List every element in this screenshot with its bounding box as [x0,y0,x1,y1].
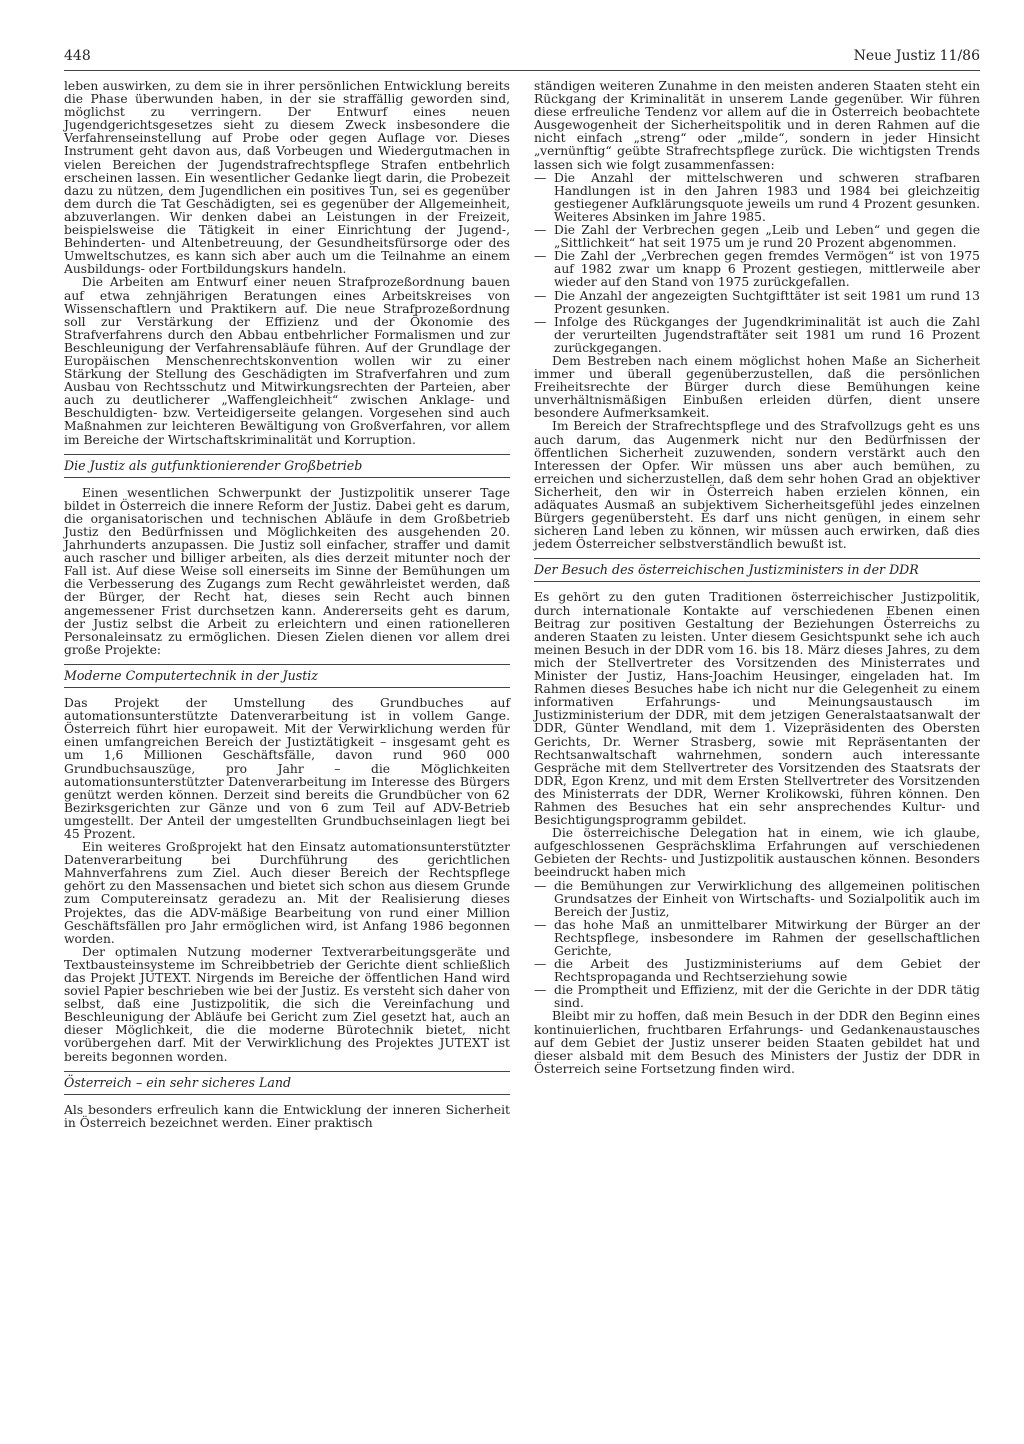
list-item: — die Arbeit des Justizministeriums auf dem Gebiet der Rechtspropaganda und Rechtserziehung sowie [534,958,980,984]
journal-issue: Neue Justiz 11/86 [853,48,980,64]
list-item: — Die Zahl der „Verbrechen gegen fremdes Vermögen“ ist von 1975 auf 1982 zwar um knapp 6 Prozent gestiegen, mittlerweile aber wieder auf den Stand von 1975 zurückgefallen. [534,250,980,289]
right-column [534,80,980,1076]
list-item: — Die Anzahl der mittelschweren und schweren strafbaren Handlungen ist in den Jahren 1983 und 1984 bei gleichzeitig gestiegener Aufklärungsquote jeweils um rund 4 Prozent gesunken. Weiteres Absinken im Jahre 1985. [534,172,980,224]
paragraph: Der optimalen Nutzung moderner Textverarbeitungsgeräte und Textbausteinsysteme im Schreibbetrieb der Gerichte dient schließlich das Projekt JUTEXT. Nirgends im Bereiche der öffentlichen Hand wird soviel Papier beschrieben wie bei der Justiz. Es versteht sich daher von selbst, daß eine Justizpolitik, die sich die Vereinfachung und Beschleunigung der Abläufe bei Gericht zum Ziel gesetzt hat, auch an dieser Möglichkeit, die die moderne Bürotechnik bietet, nicht vorübergehen darf. Mit der Verwirklichung des Projektes JUTEXT ist bereits begonnen worden. [64,944,510,1064]
paragraph: Ein weiteres Großprojekt hat den Einsatz automationsunterstützter Datenverarbeitung bei Durchführung des gerichtlichen Mahnverfahrens zum Ziel. Auch dieser Bereich der Rechtspflege gehört zu den Massensachen und bietet sich schon aus diesem Grunde zum Computereinsatz geradezu an. Mit der Realisierung dieses Projektes, das die ADV-mäßige Bearbeitung von rund einer Million Geschäftsfällen pro Jahr ermöglichen wird, ist Anfang 1986 begonnen worden. [64,840,510,946]
paragraph: Das Projekt der Umstellung des Grundbuches auf automationsunterstützte Datenverarbeitung ist in vollem Gange. Österreich führt hier europaweit. Mit der Verwirklichung werden für einen umfangreichen Bereich der Justiztätigkeit – insgesamt geht es um 1,6 Millionen Geschäftsfälle, davon rund 960 000 Grundbuchsauszüge, pro Jahr – die Möglichkeiten automationsunterstützter Datenverarbeitung im Interesse des Bürgers genützt werden können. Derzeit sind bereits die Grundbücher von 62 Bezirksgerichten zur Gänze und von 6 zum Teil auf ADV-Betrieb umgestellt. Der Anteil der umgestellten Grundbuchseinlagen liegt bei 45 Prozent. [64,696,510,841]
list-item: — die Bemühungen zur Verwirklichung des allgemeinen politischen Grundsatzes der Einheit von Wirtschafts- und Sozialpolitik auch im Bereich der Justiz, [534,880,980,919]
section-heading: Österreich – ein sehr sicheres Land [64,1071,510,1095]
paragraph: Die österreichische Delegation hat in einem, wie ich glaube, aufgeschlossenen Gesprächsklima Erfahrungen auf verschiedenen Gebieten der Rechts- und Justizpolitik austauschen können. Besonders beeindruckt haben mich [534,826,980,880]
paragraph: ständigen weiteren Zunahme in den meisten anderen Staaten steht ein Rückgang der Kriminalität in unserem Lande gegenüber. Wir führen diese erfreuliche Tendenz vor allem auf die in Österreich beobachtete Ausgewogenheit der Sicherheitspolitik und in deren Rahmen auf die nicht einfach „streng“ oder „milde“, sondern in jeder Hinsicht „vernünftig“ geübte Strafrechtspflege zurück. Die wichtigsten Trends lassen sich wie folgt zusammenfassen: [534,79,980,172]
trend-list [534,172,980,355]
list-item: — die Promptheit und Effizienz, mit der die Gerichte in der DDR tätig sind. [534,984,980,1010]
page-header [64,48,980,71]
list-item: — das hohe Maß an unmittelbarer Mitwirkung der Bürger an der Rechtspflege, insbesondere im Rahmen der gesellschaftlichen Gerichte, [534,919,980,958]
paragraph: Dem Bestreben nach einem möglichst hohen Maße an Sicherheit immer und überall gegenüberzustellen, daß die persönlichen Freiheitsrechte der Bürger durch diese Bemühungen keine unverhältnismäßigen Einbußen erleiden dürfen, dient unsere besondere Aufmerksamkeit. [534,353,980,421]
page-number: 448 [64,48,91,64]
paragraph: Es gehört zu den guten Traditionen österreichischer Justizpolitik, durch internationale Kontakte auf verschiedenen Ebenen einen Beitrag zur positiven Gestaltung der Beziehungen Österreichs zu anderen Staaten zu leisten. Unter diesem Gesichtspunkt sehe ich auch meinen Besuch in der DDR vom 16. bis 18. März dieses Jahres, zu dem mich der Stellvertreter des Vorsitzenden des Ministerrates und Minister der Justiz, Hans-Joachim Heusinger, eingeladen hat. Im Rahmen dieses Besuches habe ich nicht nur die Gelegenheit zu einem informativen Erfahrungs- und Meinungsaustausch im Justizministerium der DDR, mit dem jetzigen Generalstaatsanwalt der DDR, Günter Wendland, mit dem 1. Vizepräsidenten des Obersten Gerichts, Dr. Werner Strasberg, sowie mit Repräsentanten der Rechtsanwaltschaft wahrnehmen, sondern auch interessante Gespräche mit dem Stellvertreter des Vorsitzenden des Staatsrats der DDR, Egon Krenz, und mit dem Ersten Stellvertreter des Vorsitzenden des Ministerrats der DDR, Werner Krolikowski, führen können. Den Rahmen des Besuches hat ein sehr ansprechendes Kultur- und Besichtigungsprogramm gebildet. [534,590,980,828]
section-heading: Der Besuch des österreichischen Justizministers in der DDR [534,558,980,582]
paragraph: Einen wesentlichen Schwerpunkt der Justizpolitik unserer Tage bildet in Österreich die innere Reform der Justiz. Dabei geht es darum, die organisatorischen und technischen Abläufe in dem Großbetrieb Justiz den Bedürfnissen und Möglichkeiten des ausgehenden 20. Jahrhunderts anzupassen. Die Justiz soll einfacher, straffer und damit auch rascher und billiger arbeiten, als dies derzeit mitunter noch der Fall ist. Auf diese Weise soll einerseits im Sinne der Bemühungen um die Verbesserung des Zugangs zum Recht gewährleistet werden, daß der Bürger, der Recht hat, dieses sein Recht auch binnen angemessener Frist durchsetzen kann. Andererseits geht es darum, der Justiz selbst die Arbeit zu erleichtern und einen rationelleren Personaleinsatz zu ermöglichen. Diesen Zielen dienen vor allem drei große Projekte: [64,485,510,657]
section-heading: Moderne Computertechnik in der Justiz [64,664,510,688]
paragraph: leben auswirken, zu dem sie in ihrer persönlichen Entwicklung bereits die Phase überwunden haben, in der sie straffällig geworden sind, möglichst zu verringern. Der Entwurf eines neuen Jugendgerichtsgesetzes sieht zu diesem Zweck insbesondere die Verfahrenseinstellung auf Probe oder gegen Auflage vor. Dieses Instrument geht davon aus, daß Vorbeugen und Wiedergutmachen in vielen Bereichen der Jugendstrafrechtspflege Strafen entbehrlich erscheinen lassen. Ein wesentlicher Gedanke liegt darin, die Probezeit dazu zu nützen, dem Jugendlichen ein positives Tun, sei es gegenüber dem durch die Tat Geschädigten, sei es gegenüber der Allgemeinheit, abzuverlangen. Wir denken dabei an Leistungen in der Freizeit, beispielsweise die Tätigkeit in einer Einrichtung der Jugend-, Behinderten- und Altenbetreuung, der Gesundheitsfürsorge oder des Umweltschutzes, es kann sich aber auch um die Teilnahme an einem Ausbildungs- oder Fortbildungskurs handeln. [64,79,510,277]
paragraph: Die Arbeiten am Entwurf einer neuen Strafprozeßordnung bauen auf etwa zehnjährigen Beratungen eines Arbeitskreises von Wissenschaftlern und Praktikern auf. Die neue Strafprozeßordnung soll zur Verstärkung der Effizienz und der Ökonomie des Strafverfahrens durch den Abbau entbehrlicher Formalismen und zur Beschleunigung der Verfahrensabläufe führen. Auf der Grundlage der Europäischen Menschenrechtskonvention wollen wir zu einer Stärkung der Stellung des Geschädigten im Strafverfahren und zum Ausbau von Rechtsschutz und Mitwirkungsrechten der Parteien, aber auch zu deutlicherer „Waffengleichheit“ zwischen Anklage- und Beschuldigten- bzw. Verteidigerseite gelangen. Vorgesehen sind auch Maßnahmen zur leichteren Bewältigung von Großverfahren, vor allem im Bereiche der Wirtschaftskriminalität und Korruption. [64,275,510,447]
paragraph: Als besonders erfreulich kann die Entwicklung der inneren Sicherheit in Österreich bezeichnet werden. Einer praktisch [64,1102,510,1130]
impressions-list [534,880,980,1011]
paragraph: Bleibt mir zu hoffen, daß mein Besuch in der DDR den Beginn eines kontinuierlichen, fruchtbaren Erfahrungs- und Gedankenaustausches auf dem Gebiet der Justiz unserer beiden Staaten gebildet hat und dieser alsbald mit dem Besuch des Ministers der Justiz der DDR in Österreich seine Fortsetzung finden wird. [534,1009,980,1076]
left-column [64,80,510,1130]
section-heading: Die Justiz als gutfunktionierender Großbetrieb [64,454,510,478]
list-item: — Die Anzahl der angezeigten Suchtgifttäter ist seit 1981 um rund 13 Prozent gesunken. [534,290,980,316]
list-item: — Infolge des Rückganges der Jugendkriminalität ist auch die Zahl der verurteilten Jugendstraftäter seit 1981 um rund 16 Prozent zurückgegangen. [534,316,980,355]
paragraph: Im Bereich der Strafrechtspflege und des Strafvollzugs geht es uns auch darum, das Augenmerk nicht nur den Bedürfnissen der öffentlichen Sicherheit zuzuwenden, sondern verstärkt auch den Interessen der Opfer. Wir müssen uns aber auch bemühen, zu erreichen und sicherzustellen, daß dem sehr hohen Grad an objektiver Sicherheit, den wir in Österreich haben erzielen können, ein adäquates Ausmaß an subjektivem Sicherheitsgefühl jedes einzelnen Bürgers gegenübersteht. Es darf uns nicht genügen, in einem sehr sicheren Land leben zu können, wir müssen auch erwirken, daß dies jedem Österreicher selbstverständlich bewußt ist. [534,419,980,552]
list-item: — Die Zahl der Verbrechen gegen „Leib und Leben“ und gegen die „Sittlichkeit“ hat seit 1975 um je rund 20 Prozent abgenommen. [534,224,980,250]
